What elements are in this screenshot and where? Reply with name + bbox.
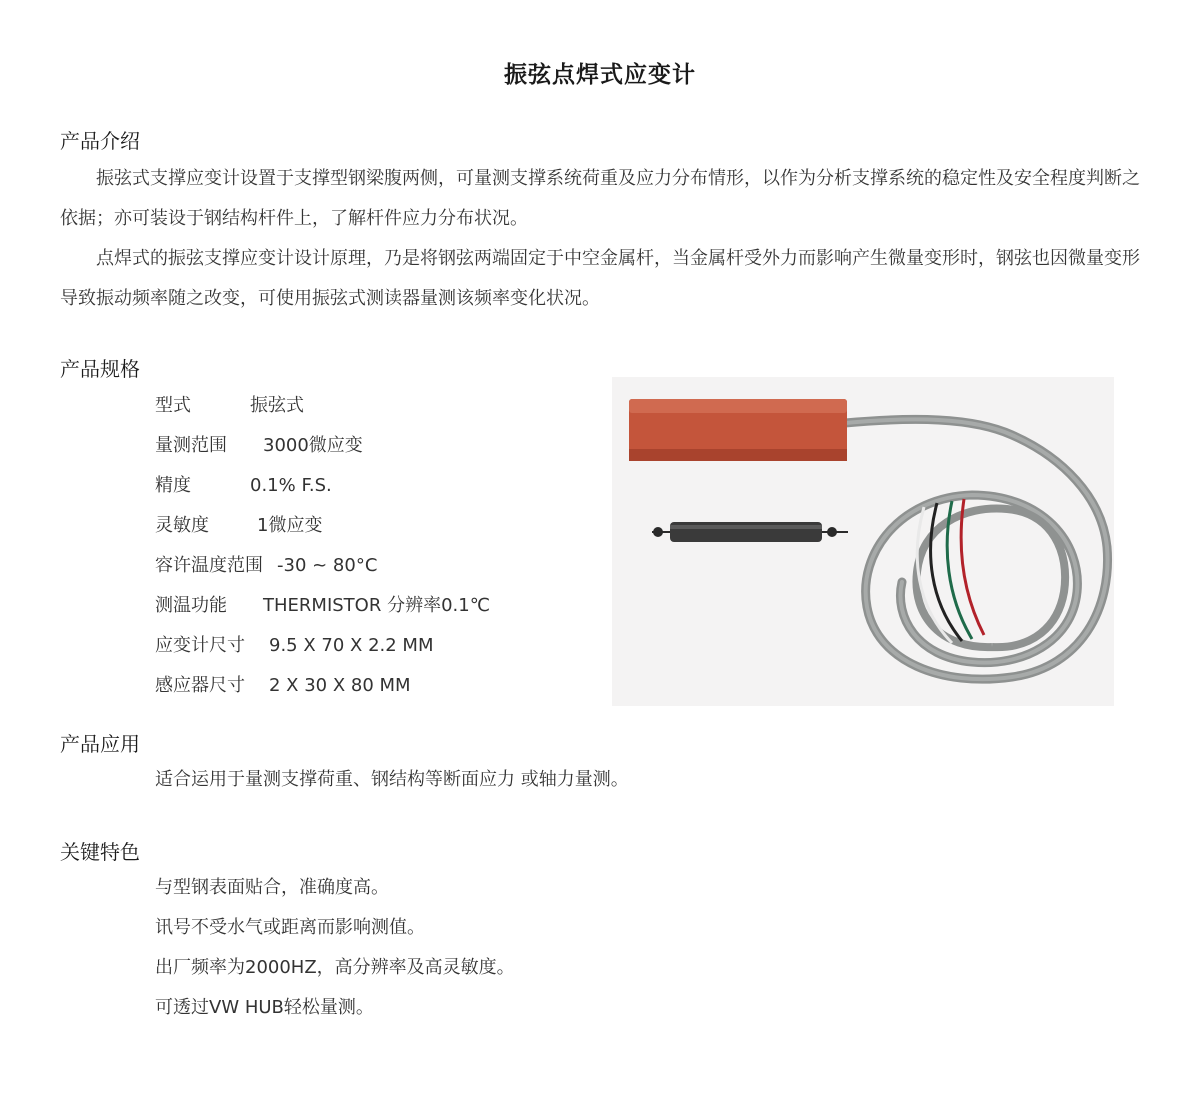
features-heading: 关键特色: [60, 840, 140, 864]
spec-row-sensor-size: [155, 666, 411, 706]
feature-item: 讯号不受水气或距离而影响测值。: [155, 917, 425, 938]
spec-row-range: [155, 426, 363, 466]
spec-value: 1微应变: [257, 515, 323, 536]
intro-paragraph-2: 点焊式的振弦支撑应变计设计原理，乃是将钢弦两端固定于中空金属杆，当金属杆受外力而影响产生微量变形时，钢弦也因微量变形导致振动频率随之改变，可使用振弦式测读器量测该频率变化状况。: [60, 248, 1140, 309]
spec-label: 应变计尺寸: [155, 635, 245, 656]
feature-item: 出厂频率为2000HZ，高分辨率及高灵敏度。: [155, 957, 515, 978]
application-text: 适合运用于量测支撑荷重、钢结构等断面应力 或轴力量测。: [155, 769, 629, 790]
spec-value: 9.5 X 70 X 2.2 MM: [269, 635, 434, 656]
product-photo: [612, 377, 1114, 706]
spec-label: 型式: [155, 395, 191, 416]
spec-row-accuracy: [155, 466, 332, 506]
intro-paragraph-1: 振弦式支撑应变计设置于支撑型钢梁腹两侧，可量测支撑系统荷重及应力分布情形，以作为分析支撑系统的稳定性及安全程度判断之依据；亦可装设于钢结构杆件上，了解杆件应力分布状况。: [60, 168, 1140, 229]
spec-row-thermistor: [155, 586, 490, 626]
application-heading: 产品应用: [60, 732, 140, 756]
spec-row-gauge-size: [155, 626, 434, 666]
spec-label: 测温功能: [155, 595, 227, 616]
spec-label: 容许温度范围: [155, 555, 263, 576]
spec-label: 灵敏度: [155, 515, 209, 536]
red-wire: [961, 499, 984, 635]
intro-heading: 产品介绍: [60, 129, 140, 153]
page-title: 振弦点焊式应变计: [504, 62, 696, 88]
feature-item: 可透过VW HUB轻松量测。: [155, 997, 374, 1018]
spec-value: THERMISTOR 分辨率0.1℃: [263, 595, 490, 616]
spec-label: 感应器尺寸: [155, 675, 245, 696]
feature-item: 与型钢表面贴合，准确度高。: [155, 877, 389, 898]
spec-value: 3000微应变: [263, 435, 363, 456]
strain-gauge-illustration: [612, 377, 1114, 706]
spec-row-temperature: [155, 546, 377, 586]
spec-value: 振弦式: [250, 395, 304, 416]
spec-row-type: [155, 386, 304, 426]
specs-heading: 产品规格: [60, 357, 140, 381]
spec-label: 量测范围: [155, 435, 227, 456]
spec-row-sensitivity: [155, 506, 322, 546]
spec-value: 2 X 30 X 80 MM: [269, 675, 411, 696]
spec-label: 精度: [155, 475, 191, 496]
spec-value: 0.1% F.S.: [250, 475, 332, 496]
spec-value: -30 ~ 80°C: [277, 555, 378, 576]
